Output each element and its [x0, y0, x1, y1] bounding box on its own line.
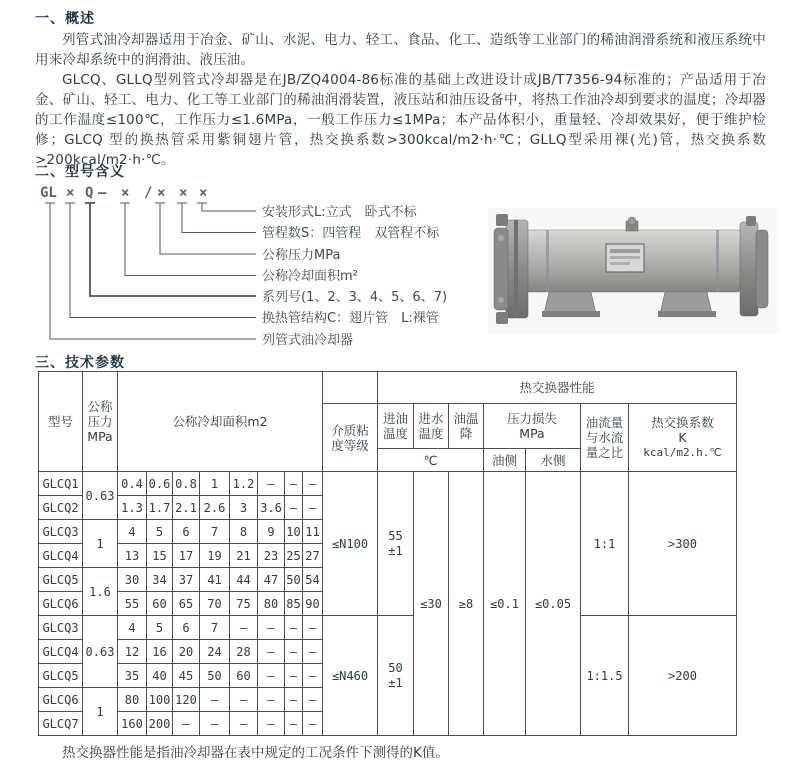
- model-code-label: 列管式油冷却器: [262, 333, 354, 348]
- area-cell: 5: [147, 616, 173, 640]
- model-cell: GLCQ6: [39, 688, 83, 712]
- model-code-label: 系列号(1、2、3、4、5、6、7): [262, 290, 448, 305]
- area-cell: 45: [173, 664, 200, 688]
- header-pressure-loss: [484, 404, 581, 449]
- header-oil-in-temp: [378, 404, 414, 449]
- area-cell: 17: [173, 544, 200, 568]
- header-k-coefficient: [629, 404, 737, 472]
- header-flow-ratio-line: 量之比: [585, 445, 624, 460]
- area-cell: 2.1: [173, 496, 200, 520]
- model-cell: GLCQ1: [39, 472, 83, 496]
- model-cell: GLCQ7: [39, 712, 83, 736]
- model-code-symbol: —: [98, 185, 107, 201]
- area-cell: 80: [258, 592, 285, 616]
- area-cell: 7: [200, 616, 230, 640]
- header-k-coefficient-line: K: [678, 430, 687, 445]
- flow-ratio-cell: 1:1: [581, 472, 629, 616]
- area-cell: –: [285, 664, 303, 688]
- oil-temp-cell: [378, 472, 414, 616]
- table-row: [39, 472, 737, 496]
- table-body: [39, 472, 737, 736]
- oil-side-loss-cell: ≤0.1: [484, 472, 526, 736]
- tech-params-heading: 三、技术参数: [35, 355, 125, 371]
- area-cell: 0.8: [173, 472, 200, 496]
- header-pressure-line: 公称: [87, 399, 113, 414]
- area-cell: 200: [147, 712, 173, 736]
- header-flow-ratio-line: 与水流: [585, 430, 624, 445]
- header-water-in-temp: [414, 404, 449, 449]
- area-cell: 20: [173, 640, 200, 664]
- area-cell: –: [285, 496, 303, 520]
- header-pressure-loss-line: 压力损失: [506, 411, 557, 426]
- area-cell: 15: [147, 544, 173, 568]
- model-meaning-heading: 二、型号含义: [35, 164, 125, 180]
- area-cell: –: [303, 664, 323, 688]
- area-cell: 55: [118, 592, 147, 616]
- area-cell: 24: [200, 640, 230, 664]
- model-code-symbol: ×: [199, 185, 208, 201]
- area-cell: 27: [303, 544, 323, 568]
- viscosity-cell: ≤N100: [323, 472, 378, 616]
- oil-temp-cell-line: ±1: [388, 675, 403, 690]
- oil-cooler-product-photo: [488, 208, 778, 333]
- area-cell: 1.3: [118, 496, 147, 520]
- model-code-symbol: ×: [179, 185, 188, 201]
- area-cell: –: [303, 712, 323, 736]
- area-cell: 5: [147, 520, 173, 544]
- tech-params-table: [38, 371, 737, 736]
- header-oil-in-temp-line: 温度: [382, 426, 408, 441]
- area-cell: 85: [285, 592, 303, 616]
- model-cell: GLCQ6: [39, 592, 83, 616]
- model-cell: GLCQ4: [39, 640, 83, 664]
- k-value-cell: >200: [629, 616, 737, 736]
- model-code-label: 公称冷却面积m²: [262, 269, 358, 284]
- area-cell: 3.6: [258, 496, 285, 520]
- header-cooling-area: 公称冷却面积m2: [118, 372, 323, 472]
- water-side-loss-cell: ≤0.05: [526, 472, 581, 736]
- area-cell: 60: [230, 664, 258, 688]
- area-cell: –: [258, 616, 285, 640]
- area-cell: –: [303, 640, 323, 664]
- area-cell: 12: [118, 640, 147, 664]
- area-cell: –: [303, 688, 323, 712]
- area-cell: 10: [285, 520, 303, 544]
- header-water-side: 水侧: [526, 449, 581, 472]
- area-cell: –: [285, 712, 303, 736]
- area-cell: 6: [173, 520, 200, 544]
- area-cell: 37: [173, 568, 200, 592]
- area-cell: 4: [118, 520, 147, 544]
- header-oil-temp-drop-line: 油温: [453, 411, 479, 426]
- model-code-label: 安装形式L:立式 卧式不标: [262, 205, 417, 220]
- area-cell: 1.2: [230, 472, 258, 496]
- area-cell: 11: [303, 520, 323, 544]
- area-cell: 70: [200, 592, 230, 616]
- model-code-symbol: Q: [85, 185, 94, 201]
- area-cell: 23: [258, 544, 285, 568]
- header-k-coefficient-line: kcal/m2.h.℃: [643, 446, 722, 459]
- table-row: [39, 616, 737, 640]
- area-cell: 28: [230, 640, 258, 664]
- model-cell: GLCQ5: [39, 568, 83, 592]
- header-viscosity-line: 度等级: [331, 437, 369, 453]
- area-cell: 19: [200, 544, 230, 568]
- area-cell: 75: [230, 592, 258, 616]
- pressure-cell: 1: [83, 688, 118, 736]
- area-cell: 30: [118, 568, 147, 592]
- header-pressure-line: 压力: [87, 414, 113, 429]
- header-water-in-temp-line: 温度: [418, 426, 444, 441]
- header-viscosity: [323, 404, 378, 472]
- header-row-1: [39, 372, 737, 404]
- model-code-symbol: ×: [157, 185, 166, 201]
- pressure-cell: 0.63: [83, 616, 118, 688]
- model-cell: GLCQ2: [39, 496, 83, 520]
- area-cell: –: [200, 688, 230, 712]
- oil-temp-cell-line: 50: [388, 660, 403, 675]
- tech-params-table-wrap: [38, 371, 737, 736]
- model-code-symbol: ×: [121, 185, 130, 201]
- model-cell: GLCQ3: [39, 616, 83, 640]
- area-cell: 7: [200, 520, 230, 544]
- header-oil-temp-drop: [449, 404, 484, 449]
- model-code-symbol: /: [144, 185, 153, 201]
- area-cell: 60: [147, 592, 173, 616]
- area-cell: –: [258, 688, 285, 712]
- area-cell: 160: [118, 712, 147, 736]
- area-cell: 0.4: [118, 472, 147, 496]
- model-code-label: 换热管结构C：翅片管 L:裸管: [262, 311, 439, 326]
- model-cell: GLCQ5: [39, 664, 83, 688]
- header-celsius: ℃: [378, 449, 484, 472]
- header-flow-ratio-line: 油流量: [585, 415, 624, 430]
- overview-heading: 一、概述: [35, 11, 95, 27]
- area-cell: 8: [230, 520, 258, 544]
- oil-drop-cell: ≥8: [449, 472, 484, 736]
- area-cell: 34: [147, 568, 173, 592]
- table-footnote: 热交换器性能是指油冷却器在表中规定的工况条件下测得的K值。: [62, 745, 449, 761]
- water-temp-cell: ≤30: [414, 472, 449, 736]
- model-cell: GLCQ4: [39, 544, 83, 568]
- area-cell: –: [230, 616, 258, 640]
- area-cell: –: [285, 688, 303, 712]
- area-cell: –: [258, 472, 285, 496]
- area-cell: –: [230, 712, 258, 736]
- area-cell: 21: [230, 544, 258, 568]
- area-cell: –: [258, 712, 285, 736]
- area-cell: –: [258, 664, 285, 688]
- area-cell: –: [303, 616, 323, 640]
- area-cell: 41: [200, 568, 230, 592]
- oil-temp-cell-line: 55: [388, 528, 403, 543]
- area-cell: 3: [230, 496, 258, 520]
- area-cell: 120: [173, 688, 200, 712]
- header-performance: 热交换器性能: [378, 372, 737, 404]
- header-model: 型号: [39, 372, 83, 472]
- area-cell: 2.6: [200, 496, 230, 520]
- header-pressure: [83, 372, 118, 472]
- area-cell: 16: [147, 640, 173, 664]
- flow-ratio-cell: 1:1.5: [581, 616, 629, 736]
- header-blank-cell: [323, 372, 378, 404]
- area-cell: 44: [230, 568, 258, 592]
- area-cell: –: [303, 472, 323, 496]
- header-water-in-temp-line: 进水: [418, 411, 444, 426]
- header-oil-side: 油侧: [484, 449, 526, 472]
- header-oil-in-temp-line: 进油: [382, 411, 408, 426]
- header-pressure-loss-line: MPa: [519, 426, 545, 441]
- area-cell: 35: [118, 664, 147, 688]
- pressure-cell: 1.6: [83, 568, 118, 616]
- area-cell: 6: [173, 616, 200, 640]
- area-cell: 40: [147, 664, 173, 688]
- area-cell: 47: [258, 568, 285, 592]
- table-header: [39, 372, 737, 472]
- area-cell: 0.6: [147, 472, 173, 496]
- area-cell: –: [230, 688, 258, 712]
- area-cell: 90: [303, 592, 323, 616]
- area-cell: 54: [303, 568, 323, 592]
- overview-paragraph-1: 列管式油冷却器适用于冶金、矿山、水泥、电力、轻工、食品、化工、造纸等工业部门的稀油润滑系统和液压系统中用来冷却系统中的润滑油、液压油。: [35, 32, 766, 68]
- area-cell: –: [285, 616, 303, 640]
- area-cell: –: [303, 496, 323, 520]
- area-cell: –: [173, 712, 200, 736]
- header-pressure-line: MPa: [87, 429, 113, 444]
- pressure-cell: 0.63: [83, 472, 118, 520]
- pressure-cell: 1: [83, 520, 118, 568]
- area-cell: –: [285, 472, 303, 496]
- oil-temp-cell-line: ±1: [388, 543, 403, 558]
- header-k-coefficient-line: 热交换系数: [651, 415, 714, 430]
- header-viscosity-line: 介质粘: [331, 422, 369, 438]
- model-cell: GLCQ3: [39, 520, 83, 544]
- area-cell: –: [258, 640, 285, 664]
- model-code-label: 管程数S：四管程 双管程不标: [262, 226, 440, 241]
- area-cell: 50: [200, 664, 230, 688]
- area-cell: 13: [118, 544, 147, 568]
- area-cell: 65: [173, 592, 200, 616]
- area-cell: 1.7: [147, 496, 173, 520]
- oil-temp-cell: [378, 616, 414, 736]
- area-cell: 1: [200, 472, 230, 496]
- area-cell: –: [285, 640, 303, 664]
- area-cell: 25: [285, 544, 303, 568]
- model-code-diagram: [40, 183, 500, 353]
- area-cell: –: [200, 712, 230, 736]
- model-code-symbol: ×: [66, 185, 75, 201]
- header-oil-temp-drop-line: 降: [459, 426, 473, 441]
- header-flow-ratio: [581, 404, 629, 472]
- viscosity-cell: ≤N460: [323, 616, 378, 736]
- area-cell: 100: [147, 688, 173, 712]
- overview-paragraph-2: GLCQ、GLLQ型列管式冷却器是在JB/ZQ4004-86标准的基础上改进设计成JB/T7356-94标准的；产品适用于冶金、矿山、轻工、电力、化工等工业部门的稀油润滑装置，液压站和油压设备中，将热工作油冷却到要求的温度；冷却器的工作温度≤100℃，工作压力≤1.6MPa，一般工作压力≤1MPa；本产品体积小，重量轻、冷却效果好，便于维护检修；GLCQ 型的换热管采用紫铜翅片管，热交换系数>300kcal/m2·h·℃；GLLQ型采用裸(光)管，热交换系数>200kcal/m2·h·℃。: [35, 72, 766, 168]
- model-code-symbol: GL: [40, 185, 57, 201]
- k-value-cell: >300: [629, 472, 737, 616]
- model-code-label: 公称压力MPa: [262, 248, 341, 263]
- area-cell: 50: [285, 568, 303, 592]
- area-cell: 4: [118, 616, 147, 640]
- area-cell: 9: [258, 520, 285, 544]
- area-cell: 80: [118, 688, 147, 712]
